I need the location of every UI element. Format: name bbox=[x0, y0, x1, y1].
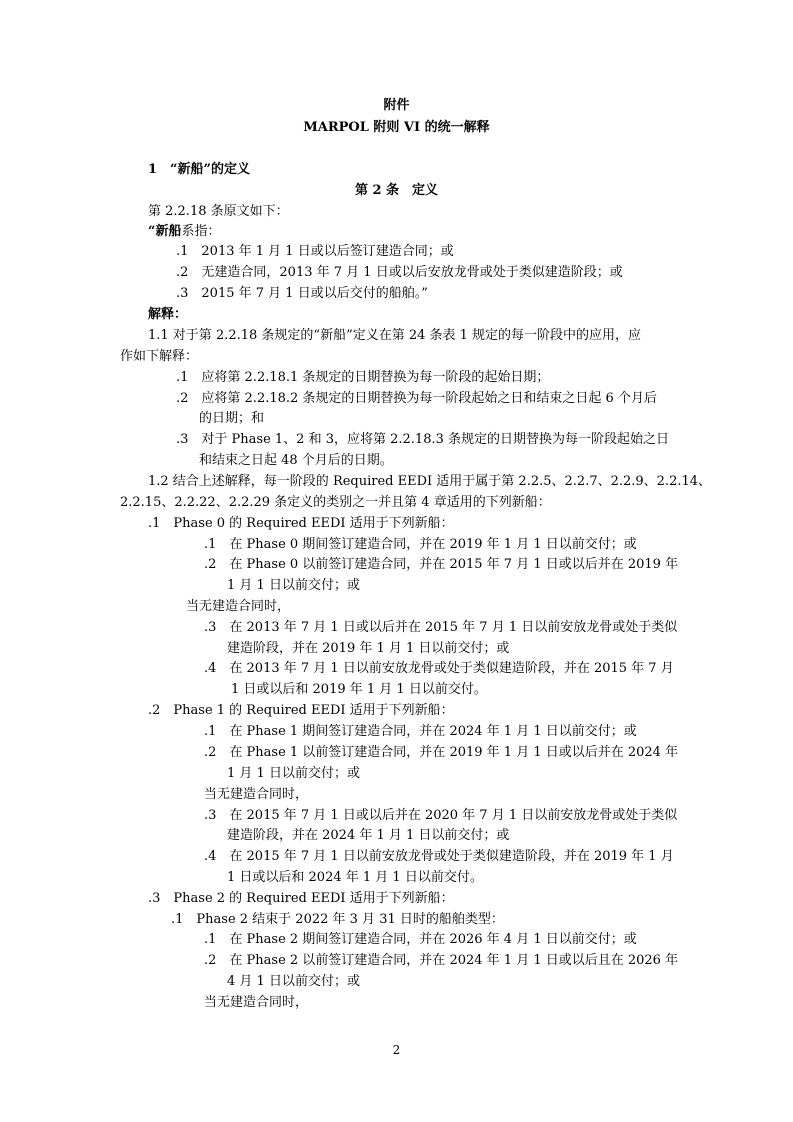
list-item: .3 在 2015 年 7 月 1 日或以后并在 2020 年 7 月 1 日以前安放龙骨或处于类似 bbox=[204, 808, 678, 823]
paragraph-1-2: 1.2 结合上述解释，每一阶段的 Required EEDI 适用于属于第 2.2.5、2.2.7、2.2.9、2.2.14、 bbox=[148, 474, 712, 489]
list-item-cont: 1 日或以后和 2019 年 1 月 1 日以前交付。 bbox=[231, 682, 487, 697]
list-item: .1 在 Phase 1 期间签订建造合同，并在 2024 年 1 月 1 日以前交付；或 bbox=[204, 724, 637, 739]
no-contract-note: 当无建造合同时， bbox=[186, 599, 291, 614]
section-heading: 1 “新船”的定义 bbox=[148, 162, 251, 177]
quote-term: “新船 bbox=[148, 224, 182, 239]
list-item-cont: 建造阶段，并在 2024 年 1 月 1 日以前交付；或 bbox=[227, 828, 510, 843]
list-item: .2 在 Phase 2 以前签订建造合同，并在 2024 年 1 月 1 日或以后且在 2026 年 bbox=[204, 953, 679, 968]
document-title: MARPOL 附则 VI 的统一解释 bbox=[303, 120, 490, 135]
list-item-cont: 4 月 1 日以前交付；或 bbox=[227, 974, 360, 989]
phase-2-subheading: .1 Phase 2 结束于 2022 年 3 月 31 日时的船舶类型： bbox=[171, 912, 504, 927]
list-item-cont: 1 日或以后和 2024 年 1 月 1 日以前交付。 bbox=[227, 870, 483, 885]
list-item: .2 应将第 2.2.18.2 条规定的日期替换为每一阶段起始之日和结束之日起 6 个月后 bbox=[176, 391, 657, 406]
quote-item: .3 2015 年 7 月 1 日或以后交付的船舶。” bbox=[176, 286, 428, 301]
no-contract-note: 当无建造合同时， bbox=[204, 995, 309, 1010]
list-item: .4 在 2013 年 7 月 1 日以前安放龙骨或处于类似建造阶段，并在 2015 年 7 月 bbox=[204, 661, 674, 676]
phase-2-heading: .3 Phase 2 的 Required EEDI 适用于下列新船： bbox=[148, 891, 454, 906]
attachment-label: 附件 bbox=[383, 98, 410, 113]
list-item-cont: 的日期；和 bbox=[199, 411, 265, 426]
list-item-cont: 1 月 1 日以前交付；或 bbox=[227, 766, 360, 781]
list-item: .1 应将第 2.2.18.1 条规定的日期替换为每一阶段的起始日期； bbox=[176, 370, 550, 385]
paragraph-1-1: 1.1 对于第 2.2.18 条规定的“新船”定义在第 24 条表 1 规定的每一阶段中的应用，应 bbox=[148, 328, 642, 343]
list-item-cont: 建造阶段，并在 2019 年 1 月 1 日以前交付；或 bbox=[227, 641, 510, 656]
quote-item: .1 2013 年 1 月 1 日或以后签订建造合同；或 bbox=[176, 244, 454, 259]
list-item-cont: 和结束之日起 48 个月后的日期。 bbox=[199, 453, 393, 468]
no-contract-note: 当无建造合同时， bbox=[204, 787, 309, 802]
quote-item: .2 无建造合同，2013 年 7 月 1 日或以后安放龙骨或处于类似建造阶段；或 bbox=[176, 265, 623, 280]
phase-1-heading: .2 Phase 1 的 Required EEDI 适用于下列新船： bbox=[148, 703, 454, 718]
list-item: .3 对于 Phase 1、2 和 3，应将第 2.2.18.3 条规定的日期替换为每一阶段起始之日 bbox=[176, 432, 669, 447]
list-item-cont: 1 月 1 日以前交付；或 bbox=[227, 578, 360, 593]
page-number: 2 bbox=[392, 1043, 401, 1057]
list-item: .1 在 Phase 2 期间签订建造合同，并在 2026 年 4 月 1 日以前交付；或 bbox=[204, 932, 637, 947]
article-heading: 第 2 条 定义 bbox=[354, 183, 439, 198]
list-item: .1 在 Phase 0 期间签订建造合同，并在 2019 年 1 月 1 日以前交付；或 bbox=[204, 537, 637, 552]
list-item: .2 在 Phase 1 以前签订建造合同，并在 2019 年 1 月 1 日或以后并在 2024 年 bbox=[204, 745, 679, 760]
list-item: .4 在 2015 年 7 月 1 日以前安放龙骨或处于类似建造阶段，并在 2019 年 1 月 bbox=[204, 849, 674, 864]
quote-rest: 系指： bbox=[181, 224, 221, 239]
interpretation-label: 解释： bbox=[148, 307, 188, 322]
intro-text: 第 2.2.18 条原文如下： bbox=[148, 204, 289, 219]
paragraph-1-2-cont: 2.2.15、2.2.22、2.2.29 条定义的类别之一并且第 4 章适用的下列新船： bbox=[120, 495, 551, 510]
list-item: .3 在 2013 年 7 月 1 日或以后并在 2015 年 7 月 1 日以前安放龙骨或处于类似 bbox=[204, 620, 678, 635]
quote-definition bbox=[148, 222, 221, 242]
list-item: .2 在 Phase 0 以前签订建造合同，并在 2015 年 7 月 1 日或以后并在 2019 年 bbox=[204, 557, 679, 572]
paragraph-1-1-cont: 作如下解释： bbox=[120, 349, 199, 364]
phase-0-heading: .1 Phase 0 的 Required EEDI 适用于下列新船： bbox=[148, 516, 454, 531]
